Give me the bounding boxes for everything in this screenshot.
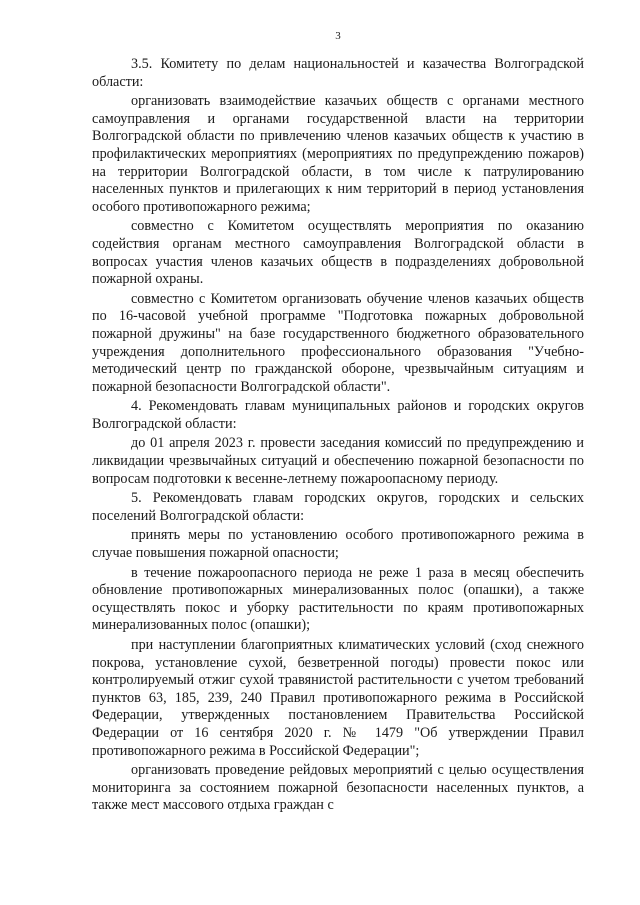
paragraph-training-program: совместно с Комитетом организовать обучение членов казачьих обществ по 16-часовой учебной программе "Подготовка пожарных добровольной пожарной дружины" на базе государственного бюджетного образовательного учреждения дополнительного профессионального образования "Учебно-методический центр по гражданской обороне, чрезвычайным ситуациям и пожарной безопасности Волгоградской области". <box>92 290 584 395</box>
paragraph-assistance-measures: совместно с Комитетом осуществлять мероприятия по оказанию содействия органам местного самоуправления Волгоградской области в вопросах участия членов казачьих обществ в подразделениях добровольной пожарной охраны. <box>92 218 584 288</box>
paragraph-4-heading: 4. Рекомендовать главам муниципальных районов и городских округов Волгоградской области: <box>92 398 584 432</box>
page-number: 3 <box>335 30 341 42</box>
paragraph-cossack-interaction: организовать взаимодействие казачьих обществ с органами местного самоуправления и органами государственной власти на территории Волгоградской области по привлечению членов казачьих обществ к участию в профилактических мероприятиях (мероприятиях по предупреждению пожаров) на территории Волгоградской области, в том числе к патрулированию населенных пунктов и прилегающих к ним территорий в период установления особого противопожарного режима; <box>92 93 584 215</box>
document-page <box>92 30 584 816</box>
paragraph-special-fire-regime: принять меры по установлению особого противопожарного режима в случае повышения пожарной опасности; <box>92 527 584 562</box>
paragraph-controlled-burning: при наступлении благоприятных климатических условий (сход снежного покрова, установление сухой, безветренной погоды) провести покос или контролируемый отжиг сухой травянистой растительности с учетом требований пунктов 63, 185, 239, 240 Правил противопожарного режима в Российской Федерации, утвержденных постановлением Правительства Российской Федерации от 16 сентября 2020 г. № 1479 "Об утверждении Правил противопожарного режима в Российской Федерации"; <box>92 637 584 759</box>
paragraph-commission-meetings: до 01 апреля 2023 г. провести заседания комиссий по предупреждению и ликвидации чрезвычайных ситуаций и обеспечению пожарной безопасности по вопросам подготовки к весенне-летнему пожароопасному периоду. <box>92 435 584 487</box>
paragraph-5-heading: 5. Рекомендовать главам городских округов, городских и сельских поселений Волгоградской области: <box>92 490 584 524</box>
paragraph-raid-activities: организовать проведение рейдовых мероприятий с целью осуществления мониторинга за состоянием пожарной безопасности населенных пунктов, а также мест массового отдыха граждан с <box>92 762 584 814</box>
paragraph-firebreak-maintenance: в течение пожароопасного периода не реже 1 раза в месяц обеспечить обновление противопожарных минерализованных полос (опашки), а также осуществлять покос и уборку растительности по краям противопожарных минерализованных полос (опашки); <box>92 564 584 634</box>
paragraph-3-5-heading: 3.5. Комитету по делам национальностей и казачества Волгоградской области: <box>92 56 584 90</box>
